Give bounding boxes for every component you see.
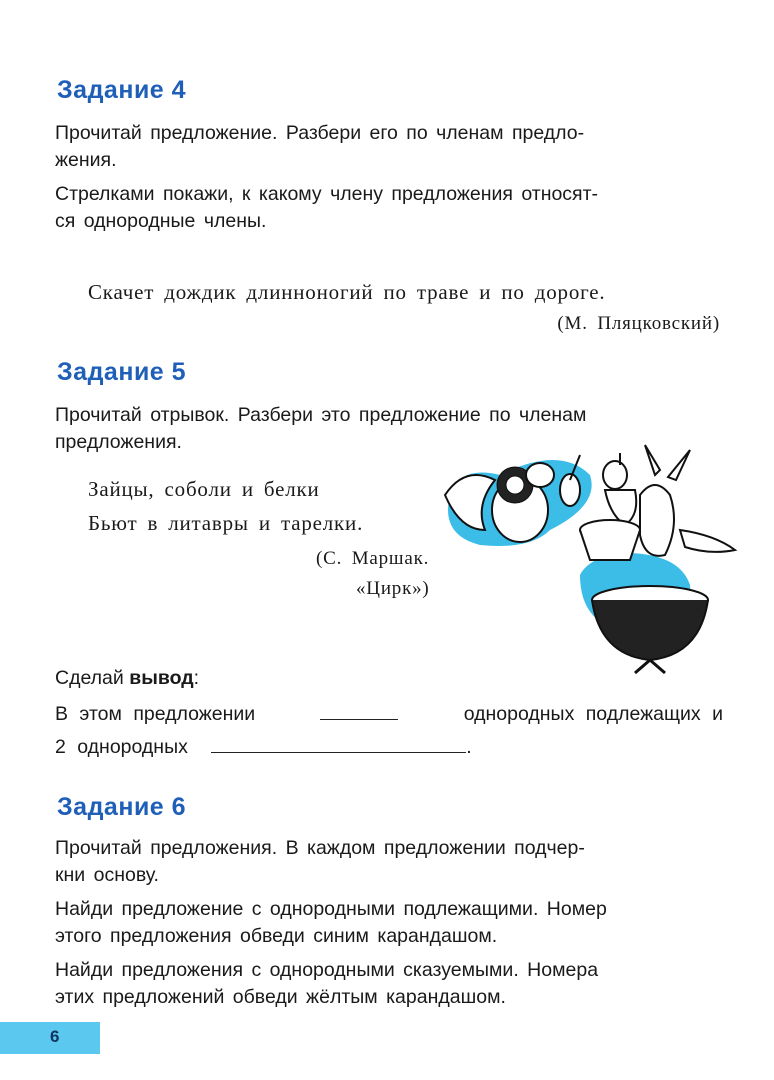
blank-member-type[interactable] — [211, 734, 466, 753]
blank-subject-count[interactable] — [320, 701, 398, 720]
task6-instruction-3 — [55, 957, 720, 1011]
task6-line-5: Найди предложения с однородными сказуемыми. Номера — [55, 959, 599, 981]
poem-line-1: Зайцы, соболи и белки — [88, 477, 320, 501]
fill1-after: однородных подлежащих и — [463, 703, 723, 725]
task6-line-3: Найди предложение с однородными подлежащими. Номер — [55, 898, 607, 920]
poem-source: «Цирк») — [356, 578, 430, 599]
poem-author: (С. Маршак. — [316, 548, 430, 569]
task4-instruction-1 — [55, 120, 720, 174]
task4-author: (М. Пляцковский) — [557, 313, 720, 334]
task6-instruction-1 — [55, 835, 720, 889]
fill2-before: 2 однородных — [55, 736, 188, 758]
task4-line-3: Стрелками покажи, к какому члену предложения относят- — [55, 183, 599, 205]
task6-line-4: этого предложения обведи синим карандашом. — [55, 925, 498, 947]
conclusion-suffix: : — [193, 667, 200, 689]
animals-drums-illustration — [440, 435, 740, 675]
conclusion-prefix: Сделай — [55, 667, 130, 689]
task4-instruction-2 — [55, 181, 720, 235]
task5-title: Задание 5 — [57, 358, 187, 386]
task4-line-2: жения. — [55, 149, 117, 171]
task6-instruction-2 — [55, 896, 720, 950]
conclusion-label — [55, 667, 199, 690]
task4-line-4: ся однородные члены. — [55, 210, 267, 232]
page-number-tab — [0, 1022, 100, 1054]
task6-line-2: кни основу. — [55, 864, 159, 886]
fill-line-2 — [55, 734, 472, 759]
conclusion-bold: вывод — [129, 667, 194, 689]
task5-line-2: предложения. — [55, 431, 182, 453]
task5-line-1: Прочитай отрывок. Разбери это предложение по членам — [55, 404, 587, 426]
task4-title: Задание 4 — [57, 76, 187, 104]
task6-title: Задание 6 — [57, 793, 187, 821]
task6-line-1: Прочитай предложения. В каждом предложении подчер- — [55, 837, 585, 859]
page-number: 6 — [50, 1027, 60, 1046]
fill2-after: . — [466, 736, 472, 758]
fill1-before: В этом предложении — [55, 703, 256, 725]
poem-line-2: Бьют в литавры и тарелки. — [88, 511, 364, 535]
fill-line-1 — [55, 701, 723, 726]
task6-line-6: этих предложений обведи жёлтым карандашом. — [55, 986, 506, 1008]
task4-line-1: Прочитай предложение. Разбери его по членам предло- — [55, 122, 585, 144]
task4-quote: Скачет дождик длинноногий по траве и по дороге. — [88, 280, 606, 304]
